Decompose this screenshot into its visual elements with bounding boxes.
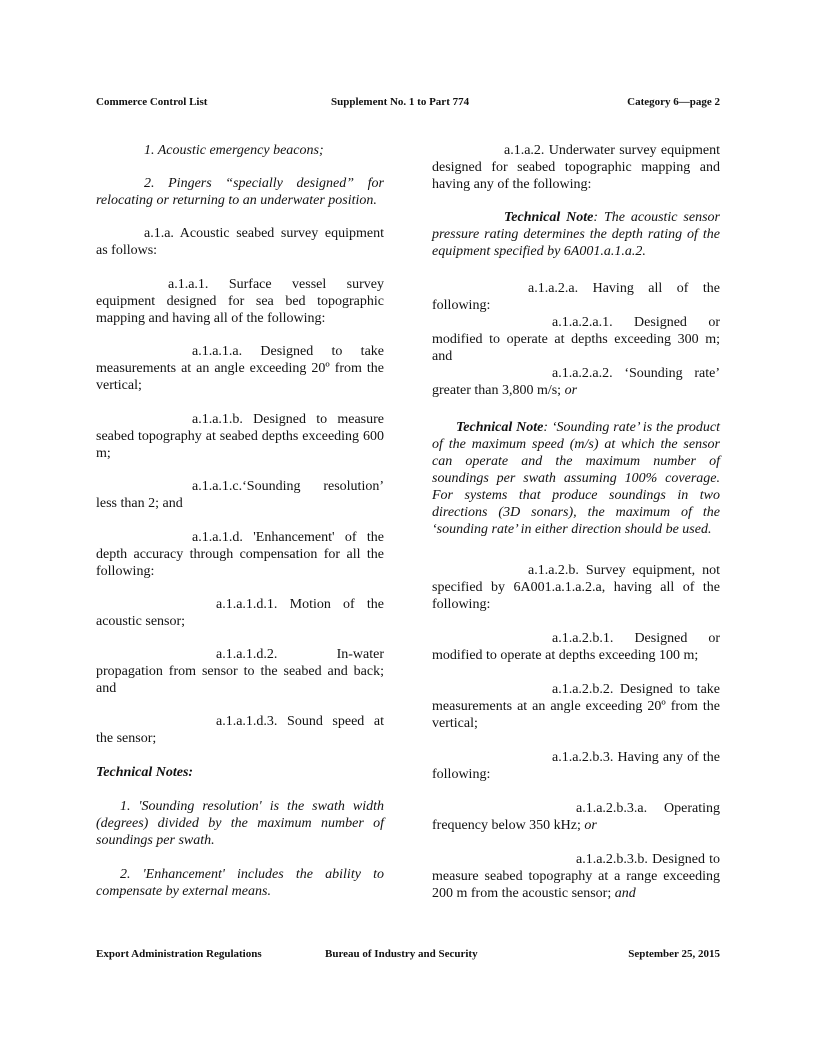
item-a1a2a2	[432, 365, 720, 399]
footer-right: September 25, 2015	[628, 948, 720, 960]
item-acoustic-beacons: 1. Acoustic emergency beacons;	[144, 143, 324, 158]
item-a1a2b3b-text: a.1.a.2.b.3.b. Designed to measure seabed topography at a range exceeding 200 m from the acoustic sensor;	[432, 852, 720, 901]
technical-note-pressure	[432, 209, 720, 260]
item-a1a2b3b	[432, 851, 720, 902]
item-a1a2b3a-text: a.1.a.2.b.3.a. Operating frequency below 350 kHz;	[432, 801, 720, 833]
item-a1a1b: a.1.a.1.b. Designed to measure seabed topography at seabed depths exceeding 600 m;	[96, 412, 384, 461]
item-a1a2b3: a.1.a.2.b.3. Having any of the following:	[432, 750, 720, 782]
item-a1a2b3b-and: and	[614, 886, 636, 901]
technical-note-2-label: Technical Note	[456, 420, 544, 435]
right-column	[432, 142, 720, 902]
item-a1a1a: a.1.a.1.a. Designed to take measurements at an angle exceeding 20º from the vertical;	[96, 344, 384, 393]
item-a1a1d3: a.1.a.1.d.3. Sound speed at the sensor;	[96, 714, 384, 746]
item-a1a1d2: a.1.a.1.d.2. In-water propagation from sensor to the seabed and back; and	[96, 647, 384, 696]
item-a1a2b2: a.1.a.2.b.2. Designed to take measurements at an angle exceeding 20º from the vertical;	[432, 682, 720, 731]
item-a1a2b: a.1.a.2.b. Survey equipment, not specified by 6A001.a.1.a.2.a, having all of the following:	[432, 563, 720, 612]
page-header	[96, 96, 720, 112]
item-a1a1d: a.1.a.1.d. 'Enhancement' of the depth accuracy through compensation for all the following:	[96, 530, 384, 579]
footer-left: Export Administration Regulations	[96, 948, 262, 960]
item-a1a2: a.1.a.2. Underwater survey equipment designed for seabed topographic mapping and having any of the following:	[432, 143, 720, 192]
left-column	[96, 142, 384, 900]
item-a1a1: a.1.a.1. Surface vessel survey equipment designed for sea bed topographic mapping and having all of the following:	[96, 277, 384, 326]
technical-note-2-text: : ‘Sounding rate’ is the product of the maximum speed (m/s) at which the sensor can operate and the maximum number of soundings per swath assuming 100% coverage. For systems that produce soundings in two directions (3D sonars), the maximum of the ‘sounding rate’ in either direction should be used.	[432, 420, 720, 537]
header-right: Category 6—page 2	[627, 96, 720, 108]
technical-note-text: : The acoustic sensor pressure rating determines the depth rating of the equipment specified by 6A001.a.1.a.2.	[432, 210, 720, 259]
item-a1a2a2-text: a.1.a.2.a.2. ‘Sounding rate’ greater than 3,800 m/s;	[432, 366, 720, 398]
technical-note-sounding-rate	[432, 419, 720, 538]
technical-note-label: Technical Note	[504, 210, 594, 225]
technical-note-2: 2. 'Enhancement' includes the ability to compensate by external means.	[96, 867, 384, 899]
page-footer	[96, 948, 720, 964]
item-a1a2b1: a.1.a.2.b.1. Designed or modified to operate at depths exceeding 100 m;	[432, 631, 720, 663]
item-a1a1c: a.1.a.1.c.‘Sounding resolution’ less than 2; and	[96, 479, 384, 511]
item-a1a2a2-or: or	[564, 383, 578, 398]
header-left: Commerce Control List	[96, 96, 208, 108]
item-a1a2a: a.1.a.2.a. Having all of the following:	[432, 281, 720, 313]
item-a1a2b3a	[432, 800, 720, 834]
item-a1a2a1: a.1.a.2.a.1. Designed or modified to operate at depths exceeding 300 m; and	[432, 315, 720, 364]
item-pingers: 2. Pingers “specially designed” for relocating or returning to an underwater position.	[96, 176, 384, 208]
item-a1a: a.1.a. Acoustic seabed survey equipment as follows:	[96, 226, 384, 258]
item-a1a2b3a-or: or	[584, 818, 597, 833]
header-center: Supplement No. 1 to Part 774	[331, 96, 470, 108]
item-a1a1d1: a.1.a.1.d.1. Motion of the acoustic sensor;	[96, 597, 384, 629]
technical-note-1: 1. 'Sounding resolution' is the swath width (degrees) divided by the maximum number of soundings per swath.	[96, 799, 384, 848]
technical-notes-heading: Technical Notes:	[96, 765, 194, 780]
footer-center: Bureau of Industry and Security	[325, 948, 478, 960]
